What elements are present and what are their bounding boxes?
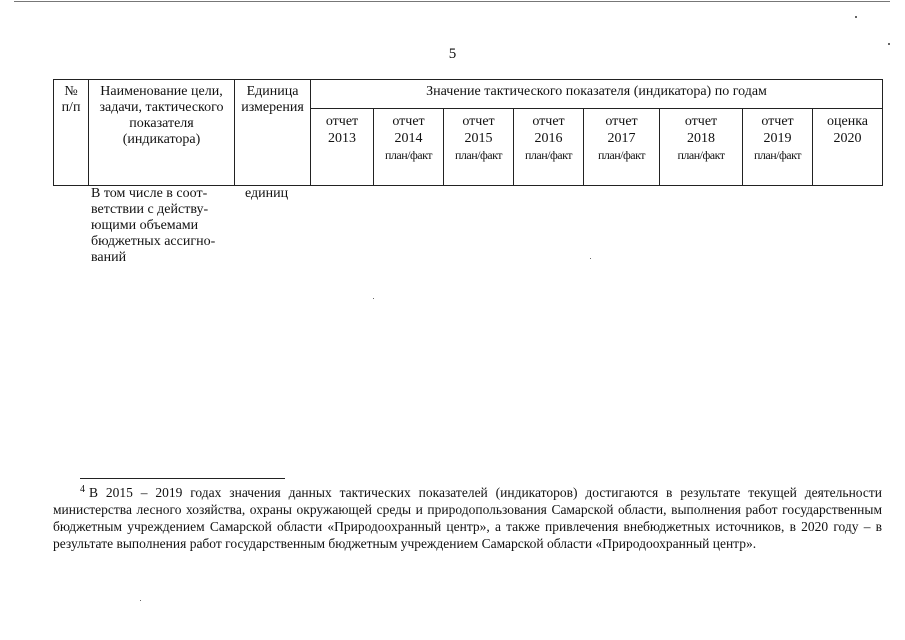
row-name-line: ющими объемами bbox=[91, 218, 199, 233]
footnote-mark: 4 bbox=[80, 483, 85, 495]
footnote bbox=[53, 484, 882, 552]
header-unit bbox=[235, 80, 311, 186]
row-name-line: ваний bbox=[91, 250, 127, 265]
header-unit-line2: измерения bbox=[241, 100, 304, 115]
header-number-line1: № bbox=[64, 84, 78, 99]
year-header-2020: оценка 2020 bbox=[813, 109, 883, 186]
year-header-2019: отчет 2019 план/факт bbox=[743, 109, 813, 186]
top-rule bbox=[14, 1, 890, 2]
scan-speck bbox=[855, 16, 857, 18]
scan-speck bbox=[590, 258, 591, 259]
year-header-2017: отчет 2017 план/факт bbox=[584, 109, 660, 186]
row-name-line: бюджетных ассигно- bbox=[91, 234, 216, 249]
header-number-line2: п/п bbox=[61, 100, 81, 115]
header-name: Наименование цели, задачи, тактического показателя (индикатора) bbox=[89, 80, 235, 186]
year-header-2016: отчет 2016 план/факт bbox=[514, 109, 584, 186]
indicators-table bbox=[53, 79, 883, 186]
row-name-line: В том числе в соот- bbox=[91, 186, 208, 201]
page-number: 5 bbox=[448, 46, 457, 62]
header-number bbox=[54, 80, 89, 186]
header-unit-line1: Единица bbox=[246, 84, 299, 99]
year-header-2018: отчет 2018 план/факт bbox=[660, 109, 743, 186]
year-header-2014: отчет 2014 план/факт bbox=[374, 109, 444, 186]
footnote-text: В 2015 – 2019 годах значения данных тактических показателей (индикаторов) достигаются в результате текущей деятельности министерства лесного хозяйства, охраны окружающей среды и природопользования Самарской области, выполнения работ государственным бюджетным учреждением Самарской области «Природоохранный центр», а также привлечения внебюджетных источников, в 2020 году – в результате выполнения работ государственным бюджетным учреждением Самарской области «Природоохранный центр». bbox=[53, 485, 882, 551]
row-name-cell bbox=[91, 186, 235, 266]
row-unit-cell: единиц bbox=[245, 186, 289, 201]
footnote-separator bbox=[80, 478, 285, 479]
scan-speck bbox=[140, 600, 141, 601]
year-header-2013: отчет 2013 bbox=[311, 109, 374, 186]
row-name-line: ветствии с действу- bbox=[91, 202, 209, 217]
scan-speck bbox=[373, 298, 374, 299]
year-header-2015: отчет 2015 план/факт bbox=[444, 109, 514, 186]
scan-speck bbox=[888, 43, 890, 45]
header-values-by-year: Значение тактического показателя (индикатора) по годам bbox=[311, 80, 883, 109]
